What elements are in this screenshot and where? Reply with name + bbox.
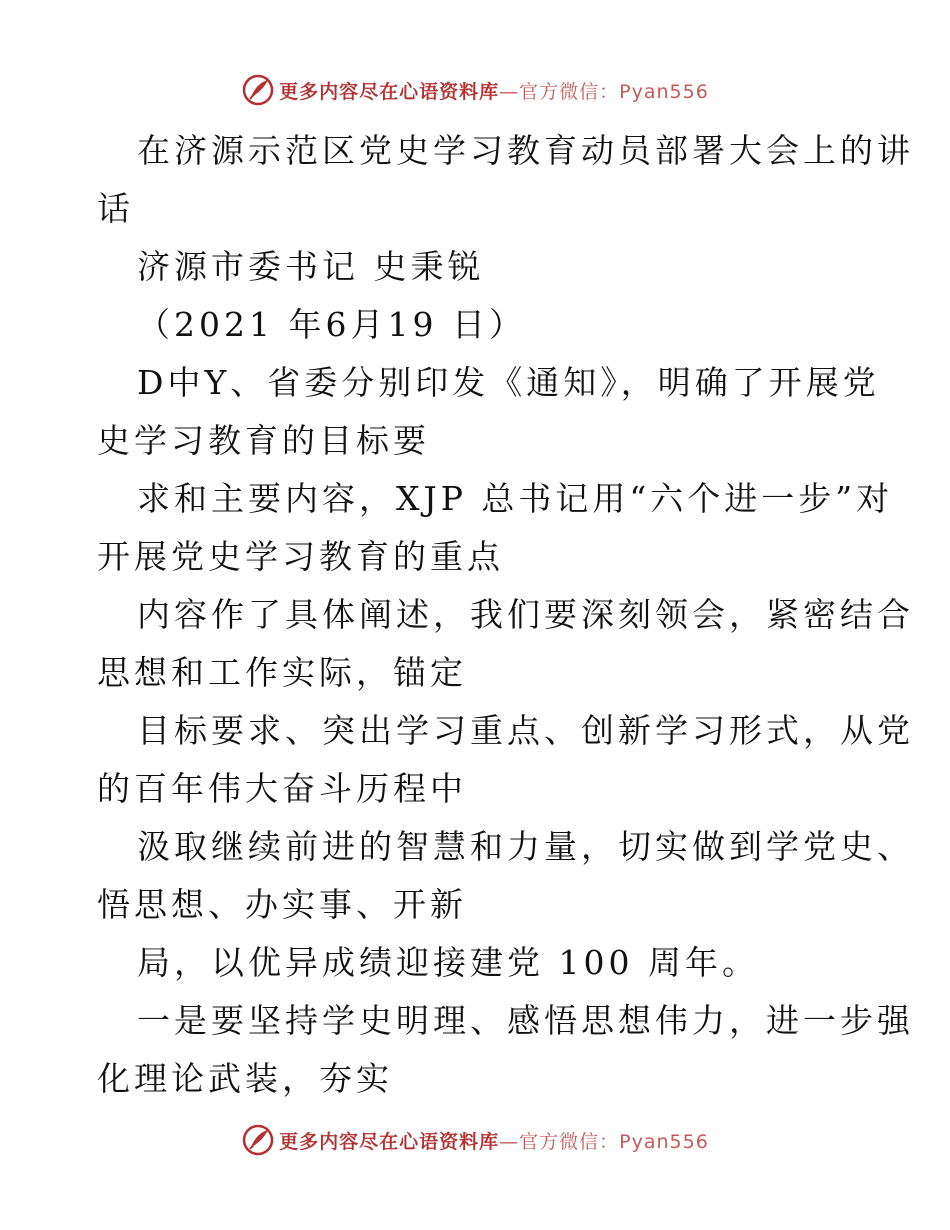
text-line: 求和主要内容，XJP 总书记用“六个进一步”对 [137, 479, 894, 518]
text-line: 的百年伟大奋斗历程中 [97, 769, 467, 808]
text-line: 一是要坚持学史明理、感悟思想伟力，进一步强 [137, 1001, 914, 1040]
text-line: 目标要求、突出学习重点、创新学习形式，从党 [137, 711, 914, 750]
watermark-text [279, 1127, 709, 1154]
watermark-brand: 更多内容尽在心语资料库 [279, 80, 500, 103]
header-watermark-banner [0, 70, 950, 110]
text-line: 局，以优异成绩迎接建党 100 周年。 [137, 943, 759, 982]
text-line: 汲取继续前进的智慧和力量，切实做到学党史、 [137, 827, 914, 866]
document-body [97, 122, 914, 1108]
text-line: 在济源示范区党史学习教育动员部署大会上的讲 [137, 131, 914, 170]
text-line: 话 [97, 189, 134, 228]
watermark-contact: —官方微信：Pyan556 [499, 1130, 709, 1153]
text-line: 史学习教育的目标要 [97, 421, 430, 460]
text-line: 济源市委书记 史秉锐 [137, 247, 485, 286]
text-line: D中Y、省委分别印发《通知》，明确了开展党 [137, 363, 880, 402]
text-line: 思想和工作实际，锚定 [97, 653, 467, 692]
text-line: 悟思想、办实事、开新 [97, 885, 467, 924]
watermark-text [279, 77, 709, 104]
text-line: 化理论武装，夯实 [97, 1059, 393, 1098]
text-line: 内容作了具体阐述，我们要深刻领会，紧密结合 [137, 595, 914, 634]
text-line: （2021 年6月19 日） [137, 305, 526, 344]
footer-watermark-banner [0, 1120, 950, 1160]
watermark-brand: 更多内容尽在心语资料库 [279, 1130, 500, 1153]
watermark-contact: —官方微信：Pyan556 [499, 80, 709, 103]
text-line: 开展党史学习教育的重点 [97, 537, 504, 576]
feather-logo-icon [241, 73, 275, 107]
feather-logo-icon [241, 1123, 275, 1157]
